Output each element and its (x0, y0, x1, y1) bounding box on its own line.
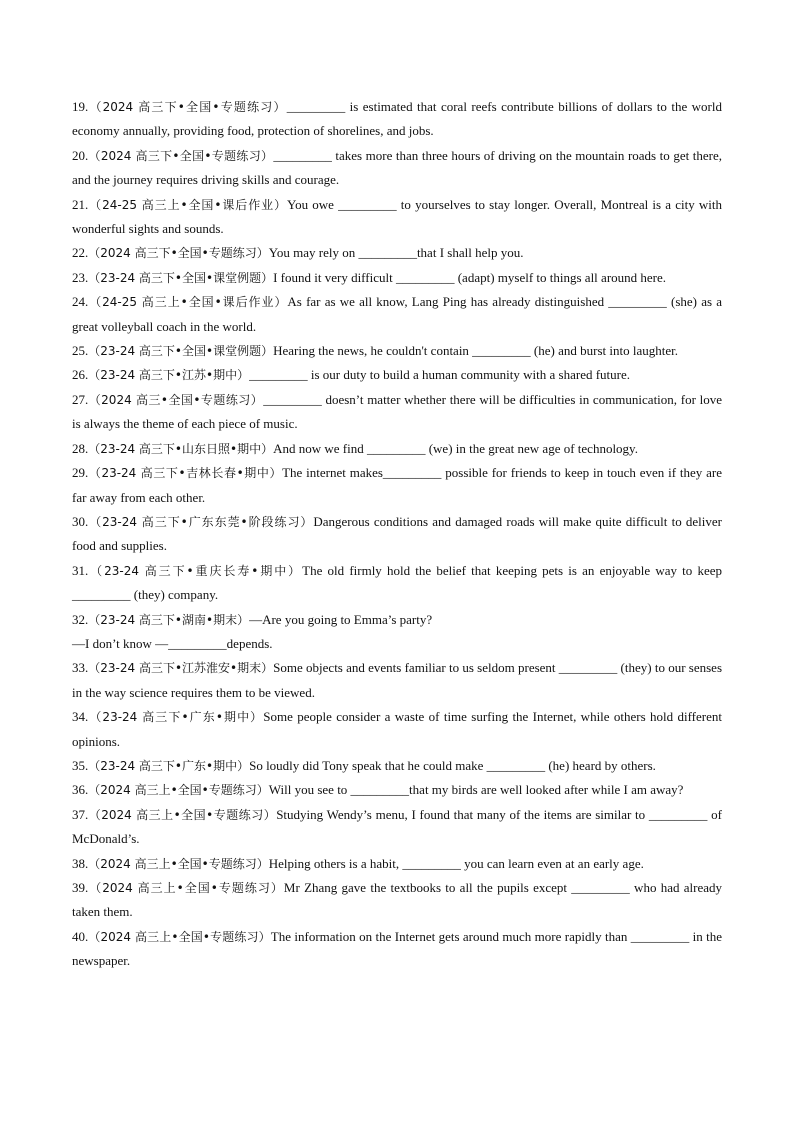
question-29 (72, 461, 722, 510)
question-37 (72, 803, 722, 852)
question-number: 19. (72, 99, 89, 114)
question-39 (72, 876, 722, 925)
question-source: （23-24 高三下•江苏淮安•期末） (88, 661, 274, 676)
question-20 (72, 144, 722, 193)
question-32-response (72, 632, 722, 656)
question-number: 34. (72, 709, 89, 725)
question-source: （23-24 高三下•重庆长寿•期中） (88, 563, 303, 578)
question-number: 21. (72, 196, 89, 212)
question-number: 25. (72, 343, 89, 359)
question-text: Helping others is a habit, _________ you can learn even at an early age. (268, 855, 644, 871)
question-text: Some people consider a waste of time surfing the Internet, while others hold different opinions. (72, 709, 722, 749)
question-text: _________ is our duty to build a human community with a shared future. (249, 367, 631, 383)
question-text: You owe _________ to yourselves to stay longer. Overall, Montreal is a city with wonderful sights and sounds. (72, 196, 723, 237)
question-40 (72, 925, 722, 974)
question-source: （23-24 高三下•江苏•期中） (88, 368, 250, 383)
question-36 (72, 778, 722, 802)
question-number: 20. (72, 147, 89, 163)
question-35 (72, 754, 722, 778)
question-number: 29. (72, 465, 89, 481)
question-text: The information on the Internet gets around much more rapidly than _________ in the newspaper. (72, 928, 722, 969)
question-number: 39. (72, 880, 89, 895)
question-source: （23-24 高三下•湖南•期末） (88, 612, 250, 627)
question-source: （23-24 高三下•全国•课堂例题） (88, 270, 274, 285)
question-number: 30. (72, 513, 89, 529)
question-list (72, 95, 722, 974)
question-source: （2024 高三下•全国•专题练习） (88, 148, 274, 163)
question-number: 31. (72, 562, 89, 578)
question-32 (72, 608, 722, 632)
question-text: Studying Wendy’s menu, I found that many of the items are similar to _________ of McDonald’s. (72, 806, 722, 847)
question-19 (72, 95, 722, 144)
question-text: Will you see to _________that my birds are well looked after while I am away? (268, 782, 684, 798)
question-34 (72, 705, 722, 754)
question-text: _________ is estimated that coral reefs contribute billions of dollars to the world economy annually, providing food, protection of shorelines, and jobs. (72, 99, 722, 139)
question-number: 35. (72, 757, 89, 773)
question-text: —I don’t know —_________depends. (72, 635, 273, 651)
question-text: _________ takes more than three hours of driving on the mountain roads to get there, and the journey requires driving skills and courage. (72, 147, 722, 188)
question-number: 26. (72, 367, 89, 383)
question-number: 28. (72, 440, 89, 456)
question-text: The internet makes_________ possible for friends to keep in touch even if they are far away from each other. (72, 465, 723, 505)
question-source: （2024 高三上•全国•专题练习） (88, 881, 284, 895)
question-23 (72, 266, 722, 290)
question-text: _________ doesn’t matter whether there will be difficulties in communication, for love is always the theme of each piece of music. (72, 391, 723, 432)
question-text: You may rely on _________that I shall help you. (268, 245, 524, 261)
question-source: （23-24 高三下•全国•课堂例题） (88, 344, 274, 359)
question-source: （2024 高三下•全国•专题练习） (88, 246, 269, 261)
question-number: 27. (72, 391, 89, 407)
question-source: （23-24 高三下•广东•期中） (88, 710, 264, 725)
question-text: And now we find _________ (we) in the great new age of technology. (273, 440, 638, 456)
question-number: 22. (72, 245, 89, 261)
question-text: The old firmly hold the belief that keeping pets is an enjoyable way to keep _________ (they) company. (72, 562, 722, 603)
question-text: Mr Zhang gave the textbooks to all the pupils except _________ who had already taken them. (72, 880, 722, 920)
question-source: （2024 高三上•全国•专题练习） (88, 807, 277, 822)
question-number: 24. (72, 294, 89, 310)
question-26 (72, 363, 722, 387)
question-text: As far as we all know, Lang Ping has already distinguished _________ (she) as a great volleyball coach in the world. (72, 294, 722, 334)
question-number: 33. (72, 660, 89, 676)
question-source: （23-24 高三下•广东东莞•阶段练习） (88, 514, 314, 529)
question-source: （23-24 高三下•广东•期中） (88, 758, 250, 773)
question-24 (72, 290, 722, 339)
question-source: （23-24 高三下•山东日照•期中） (88, 441, 274, 456)
question-text: Hearing the news, he couldn't contain _________ (he) and burst into laughter. (273, 343, 678, 359)
question-21 (72, 193, 722, 242)
question-source: （24-25 高三上•全国•课后作业） (88, 295, 288, 310)
question-source: （2024 高三•全国•专题练习） (88, 392, 264, 407)
question-25 (72, 339, 722, 363)
question-source: （24-25 高三上•全国•课后作业） (88, 197, 288, 212)
question-30 (72, 510, 722, 559)
question-22 (72, 241, 722, 265)
question-source: （2024 高三上•全国•专题练习） (88, 783, 269, 798)
question-number: 40. (72, 928, 89, 944)
question-text: —Are you going to Emma’s party? (249, 611, 433, 627)
question-text: I found it very difficult _________ (adapt) myself to things all around here. (273, 269, 667, 285)
question-number: 36. (72, 782, 89, 798)
question-number: 32. (72, 611, 89, 627)
question-31 (72, 559, 722, 608)
question-source: （2024 高三下•全国•专题练习） (88, 100, 287, 114)
question-number: 23. (72, 269, 89, 285)
question-number: 37. (72, 806, 89, 822)
question-text: Some objects and events familiar to us seldom present _________ (they) to our senses in the way science requires them to be viewed. (72, 660, 723, 700)
question-33 (72, 656, 722, 705)
question-number: 38. (72, 855, 89, 871)
question-text: So loudly did Tony speak that he could make _________ (he) heard by others. (249, 757, 656, 773)
question-28 (72, 437, 722, 461)
question-text: Dangerous conditions and damaged roads will make quite difficult to deliver food and supplies. (72, 513, 722, 554)
question-source: （2024 高三上•全国•专题练习） (88, 856, 269, 871)
question-38 (72, 852, 722, 876)
question-27 (72, 388, 722, 437)
question-source: （23-24 高三下•吉林长春•期中） (88, 466, 283, 481)
question-source: （2024 高三上•全国•专题练习） (88, 929, 271, 944)
